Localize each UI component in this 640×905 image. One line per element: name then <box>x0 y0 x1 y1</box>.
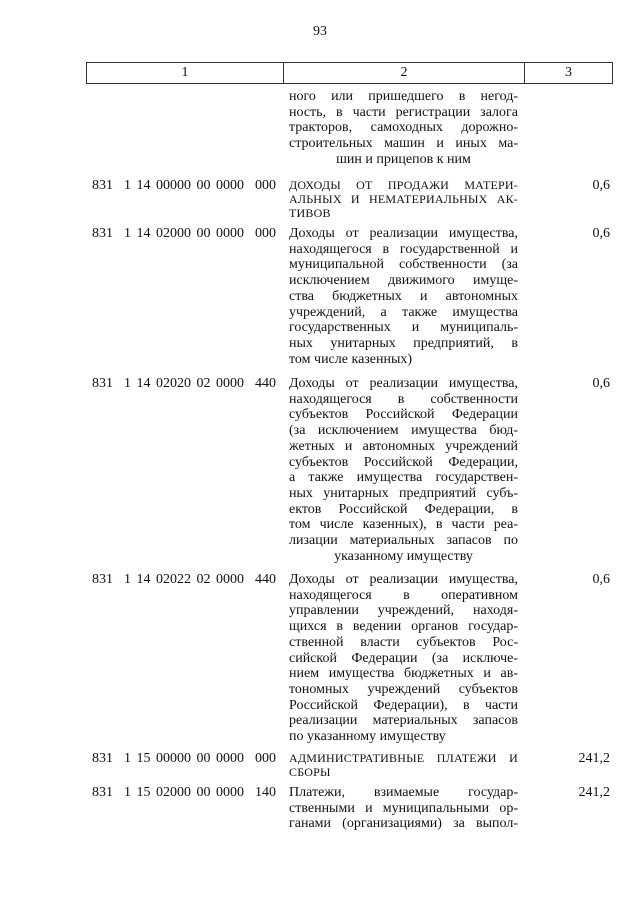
desc-line: ных унитарных предприятий, в <box>289 335 518 351</box>
budget-code: 831 1 14 02022 02 0000 440 <box>92 572 276 587</box>
desc-line: том числе казенных), в части реа- <box>289 517 518 533</box>
desc-line: СБОРЫ <box>289 765 331 779</box>
row-amount: 241,2 <box>578 785 610 800</box>
desc-line: государственных и муниципаль- <box>289 320 518 336</box>
budget-code: 831 1 15 00000 00 0000 000 <box>92 751 276 766</box>
row-description <box>289 226 518 367</box>
desc-line: АДМИНИСТРАТИВНЫЕ ПЛАТЕЖИ И <box>289 751 518 765</box>
column-header <box>86 62 613 84</box>
desc-line: находящегося в государственной и <box>289 241 518 257</box>
desc-line: ства бюджетных и автономных <box>289 288 518 304</box>
desc-line: нием имущества бюджетных и ав- <box>289 666 518 682</box>
desc-line: находящегося в собственности <box>289 391 518 407</box>
desc-line: том числе казенных) <box>289 351 413 367</box>
desc-line: ектов Российской Федерации, в <box>289 501 518 517</box>
desc-line: указанному имуществу <box>334 548 473 564</box>
continuation-description <box>289 89 518 168</box>
row-description <box>289 178 518 220</box>
desc-line: строительных машин и иных ма- <box>289 136 518 152</box>
row-amount: 0,6 <box>592 178 610 193</box>
row-description <box>289 572 518 745</box>
desc-line: муниципальной собственности (за <box>289 257 518 273</box>
desc-line: Платежи, взимаемые государ- <box>289 785 518 800</box>
desc-line: Доходы от реализации имущества, <box>289 572 518 587</box>
desc-line: Доходы от реализации имущества, <box>289 376 518 391</box>
page-number: 93 <box>313 24 327 39</box>
budget-code: 831 1 14 00000 00 0000 000 <box>92 178 276 193</box>
desc-line: по указанному имуществу <box>289 729 446 745</box>
desc-line: ного или пришедшего в негод- <box>289 89 518 104</box>
desc-line: а также имущества государствен- <box>289 470 518 486</box>
desc-line: ность, в части регистрации залога <box>289 104 518 120</box>
row-amount: 241,2 <box>578 751 610 766</box>
desc-line: ственными и муниципальными ор- <box>289 800 518 816</box>
desc-line: ственной власти субъектов Рос- <box>289 634 518 650</box>
desc-line: сийской Федерации (за исключе- <box>289 650 518 666</box>
budget-code: 831 1 14 02000 00 0000 000 <box>92 226 276 241</box>
desc-line: учреждений, а также имущества <box>289 304 518 320</box>
desc-line: ных унитарных предприятий субъ- <box>289 485 518 501</box>
desc-line: субъектов Российской Федерации, <box>289 454 518 470</box>
desc-line: (за исключением имущества бюд- <box>289 423 518 439</box>
row-amount: 0,6 <box>592 572 610 587</box>
desc-line: шин и прицепов к ним <box>336 151 471 167</box>
budget-code: 831 1 14 02020 02 0000 440 <box>92 376 276 391</box>
desc-line: лизации материальных запасов по <box>289 533 518 549</box>
row-description <box>289 376 518 564</box>
row-description <box>289 785 518 832</box>
desc-line: тракторов, самоходных дорожно- <box>289 120 518 136</box>
desc-line: жетных и автономных учреждений <box>289 438 518 454</box>
desc-line: Российской Федерации), в части <box>289 697 518 713</box>
row-amount: 0,6 <box>592 226 610 241</box>
desc-line: Доходы от реализации имущества, <box>289 226 518 241</box>
desc-line: находящегося в оперативном <box>289 587 518 603</box>
header-col-1: 1 <box>87 63 284 84</box>
budget-code: 831 1 15 02000 00 0000 140 <box>92 785 276 800</box>
desc-line: реализации материальных запасов <box>289 713 518 729</box>
desc-line: щихся в ведении органов государ- <box>289 619 518 635</box>
header-col-2: 2 <box>284 63 525 84</box>
row-description <box>289 751 518 779</box>
desc-line: ДОХОДЫ ОТ ПРОДАЖИ МАТЕРИ- <box>289 178 518 192</box>
header-col-3: 3 <box>525 63 613 84</box>
desc-line: тономных учреждений субъектов <box>289 681 518 697</box>
row-amount: 0,6 <box>592 376 610 391</box>
desc-line: ганами (организациями) за выпол- <box>289 816 518 832</box>
desc-line: субъектов Российской Федерации <box>289 407 518 423</box>
desc-line: управлении учреждений, находя- <box>289 603 518 619</box>
desc-line: ТИВОВ <box>289 206 331 220</box>
desc-line: АЛЬНЫХ И НЕМАТЕРИАЛЬНЫХ АК- <box>289 192 518 206</box>
desc-line: исключением движимого имуще- <box>289 273 518 289</box>
